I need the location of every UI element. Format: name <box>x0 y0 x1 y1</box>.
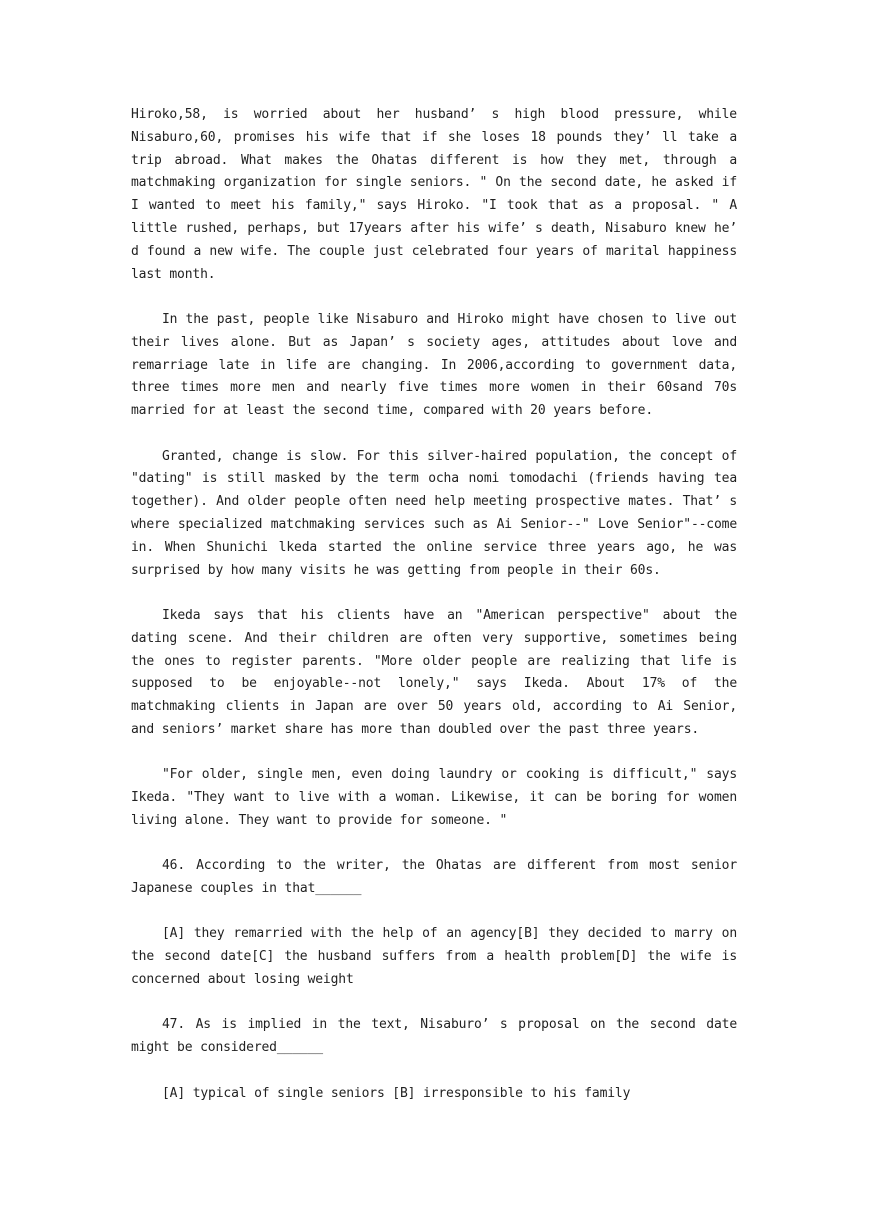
question-47: 47. As is implied in the text, Nisaburo’ s proposal on the second date might be considered______ <box>131 1017 737 1056</box>
paragraph-older-single-men: "For older, single men, even doing laundry or cooking is difficult," says Ikeda. "They want to live with a woman. Likewise, it can be boring for women living alone. They want to provide for someone. " <box>131 767 737 828</box>
paragraph-change-is-slow: Granted, change is slow. For this silver-haired population, the concept of "dating" is still masked by the term ocha nomi tomodachi (friends having tea together). And older people often need help meeting prospective mates. That’ s where specialized matchmaking services such as Ai Senior--" Love Senior"--come in. When Shunichi lkeda started the online service three years ago, he was surprised by how many visits he was getting from people in their 60s. <box>131 448 737 578</box>
document-page <box>131 104 737 1128</box>
question-46-options: [A] they remarried with the help of an agency[B] they decided to marry on the second date[C] the husband suffers from a health problem[D] the wife is concerned about losing weight <box>131 926 737 988</box>
paragraph-attitudes-changing: In the past, people like Nisaburo and Hiroko might have chosen to live out their lives alone. But as Japan’ s society ages, attitudes about love and remarriage late in life are changing. In 2006,according to government data, three times more men and nearly five times more women in their 60sand 70s married for at least the second time, compared with 20 years before. <box>131 311 737 419</box>
paragraph-ohatas-intro: Hiroko,58, is worried about her husband’ s high blood pressure, while Nisaburo,60, promises his wife that if she loses 18 pounds they’ ll take a trip abroad. What makes the Ohatas different is how they met, through a matchmaking organization for single seniors. " On the second date, he asked if I wanted to meet his family," says Hiroko. "I took that as a proposal. " A little rushed, perhaps, but 17years after his wife’ s death, Nisaburo knew he’ d found a new wife. The couple just celebrated four years of marital happiness last month. <box>131 107 737 282</box>
question-46: 46. According to the writer, the Ohatas are different from most senior Japanese couples in that______ <box>131 858 737 897</box>
question-47-options: [A] typical of single seniors [B] irresponsible to his family <box>162 1085 631 1101</box>
paragraph-american-perspective: Ikeda says that his clients have an "American perspective" about the dating scene. And their children are often very supportive, sometimes being the ones to register parents. "More older people are realizing that life is supposed to be enjoyable--not lonely," says Ikeda. About 17% of the matchmaking clients in Japan are over 50 years old, according to Ai Senior, and seniors’ market share has more than doubled over the past three years. <box>131 607 737 737</box>
